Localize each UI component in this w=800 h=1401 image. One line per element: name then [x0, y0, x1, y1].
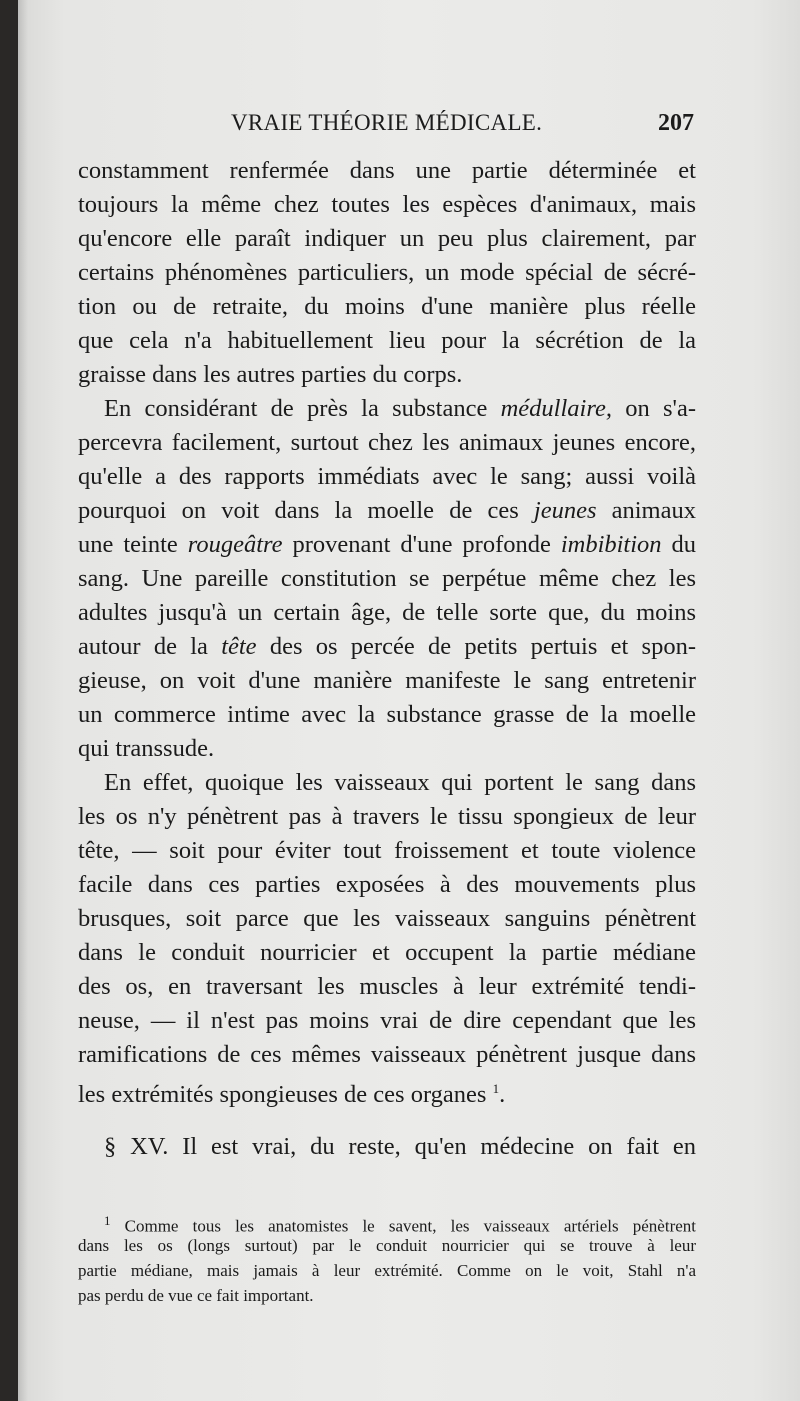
footnote-line: partie médiane, mais jamais à leur extrémité. Comme on le voit, Stahl n'a [78, 1261, 696, 1280]
text-line: toujours la même chez toutes les espèces d'animaux, mais [78, 191, 696, 218]
italic-term: médullaire, [500, 395, 612, 422]
text-line: sang. Une pareille constitution se perpétue même chez les [78, 565, 696, 592]
text-run: animaux [596, 497, 696, 524]
text-run: autour de la [78, 633, 222, 660]
text-line [78, 528, 696, 562]
page-header [18, 110, 800, 144]
footnotes [78, 1208, 696, 1308]
page-number: 207 [658, 110, 694, 136]
footnote-line: dans les os (longs surtout) par le conduit nourricier qui se trouve à leur [78, 1236, 696, 1255]
text-run: des os percée de petits pertuis et spon- [256, 633, 696, 660]
text-line: En effet, quoique les vaisseaux qui portent le sang dans [104, 769, 696, 796]
text-run: pourquoi on voit dans la moelle de ces [78, 497, 534, 524]
footnote-marker: 1 [104, 1213, 111, 1228]
footnote-line [78, 1208, 697, 1236]
text-line: qui transsude. [78, 735, 215, 762]
text-run: du [661, 531, 697, 558]
text-line: tion ou de retraite, du moins d'une manière plus réelle [78, 293, 696, 320]
section-heading-line: § XV. Il est vrai, du reste, qu'en médecine on fait en [104, 1133, 696, 1160]
text-line: dans le conduit nourricier et occupent la partie médiane [78, 939, 696, 966]
text-line: qu'elle a des rapports immédiats avec le sang; aussi voilà [78, 463, 696, 490]
text-run: En considérant de près la substance [104, 395, 501, 422]
book-page [18, 0, 800, 1401]
text-line: tête, — soit pour éviter tout froissement et toute violence [78, 837, 696, 864]
text-line: des os, en traversant les muscles à leur extrémité tendi- [78, 973, 696, 1000]
footnote-line: pas perdu de vue ce fait important. [78, 1286, 314, 1305]
text-run: Comme tous les anatomistes le savent, les vaisseaux artériels pénètrent [124, 1216, 697, 1236]
text-line: brusques, soit parce que les vaisseaux sanguins pénètrent [78, 905, 696, 932]
text-run: . [499, 1081, 506, 1109]
italic-term: tête [221, 633, 257, 660]
text-line [78, 630, 696, 664]
text-line: graisse dans les autres parties du corps. [78, 361, 463, 388]
text-line: les os n'y pénètrent pas à travers le tissu spongieux de leur [78, 803, 696, 830]
italic-term: imbibition [560, 531, 662, 558]
running-title: VRAIE THÉORIE MÉDICALE. [231, 110, 543, 135]
text-line: adultes jusqu'à un certain âge, de telle sorte que, du moins [78, 599, 696, 626]
text-line [78, 1072, 696, 1109]
italic-term: rougeâtre [187, 531, 283, 558]
text-run: une teinte [78, 531, 188, 558]
text-line: percevra facilement, surtout chez les animaux jeunes encore, [78, 429, 696, 456]
text-line: constamment renfermée dans une partie déterminée et [78, 157, 696, 184]
text-line: ramifications de ces mêmes vaisseaux pénètrent jusque dans [78, 1041, 696, 1068]
text-run: on s'a- [611, 395, 696, 422]
footnote-reference[interactable]: 1 [492, 1081, 500, 1096]
text-line: que cela n'a habituellement lieu pour la sécrétion de la [78, 327, 696, 354]
text-run: provenant d'une profonde [282, 531, 561, 558]
text-line [78, 494, 696, 528]
text-line: facile dans ces parties exposées à des mouvements plus [78, 871, 696, 898]
text-line: neuse, — il n'est pas moins vrai de dire cependant que les [78, 1007, 696, 1034]
text-line: certains phénomènes particuliers, un mode spécial de sécré- [78, 259, 696, 286]
text-run: les extrémités spongieuses de ces organes [78, 1081, 487, 1109]
text-line: gieuse, on voit d'une manière manifeste le sang entretenir [78, 667, 696, 694]
section-spacer [78, 1106, 696, 1130]
text-line: un commerce intime avec la substance grasse de la moelle [78, 701, 696, 728]
text-line [78, 392, 696, 426]
italic-term: jeunes [533, 497, 597, 524]
scan-gutter-shadow [18, 0, 28, 1401]
main-text [78, 154, 696, 1164]
text-line: qu'encore elle paraît indiquer un peu plus clairement, par [78, 225, 696, 252]
